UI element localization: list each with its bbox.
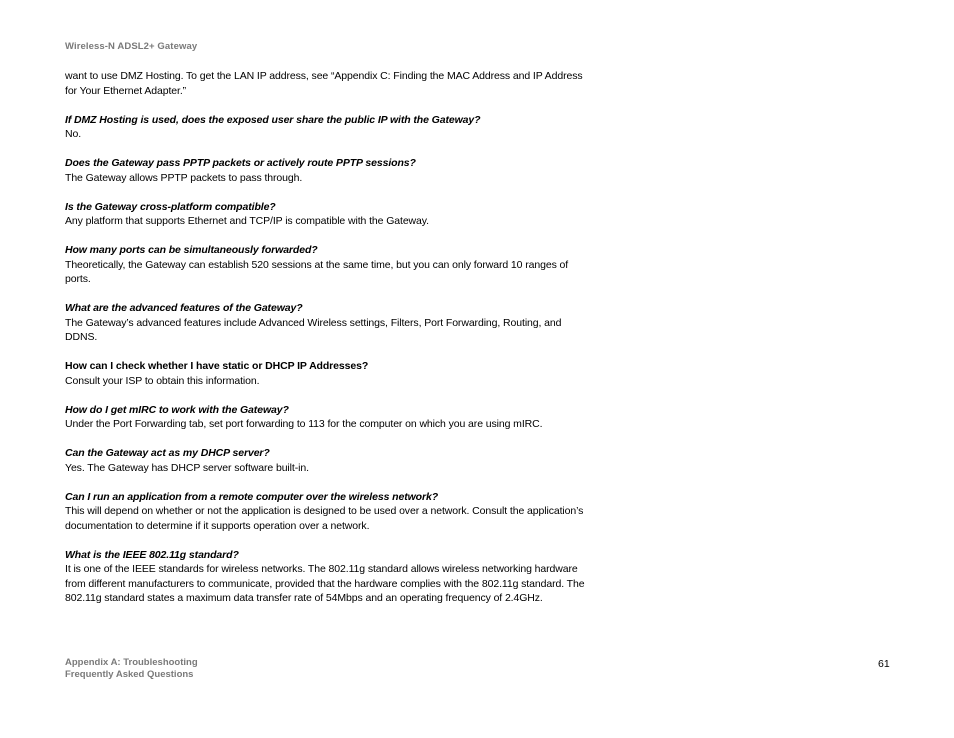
faq-item-ieee-80211g xyxy=(65,548,593,606)
faq-answer: It is one of the IEEE standards for wireless networks. The 802.11g standard allows wireless networking hardware from different manufacturers to communicate, provided that the hardware complies with the 802.11g standard. The 802.11g standard states a maximum data transfer rate of 54Mbps and an operating frequency of 2.4GHz. xyxy=(65,563,585,604)
faq-question: Does the Gateway pass PPTP packets or actively route PPTP sessions? xyxy=(65,157,416,169)
footer-subsection-title: Frequently Asked Questions xyxy=(65,669,194,680)
faq-answer: Yes. The Gateway has DHCP server software built-in. xyxy=(65,461,309,474)
faq-answer: The Gateway’s advanced features include Advanced Wireless settings, Filters, Port Forwarding, Routing, and DDNS. xyxy=(65,316,562,343)
footer-section-title: Appendix A: Troubleshooting xyxy=(65,657,198,668)
faq-item-advanced-features xyxy=(65,301,593,345)
faq-item-cross-platform xyxy=(65,200,593,229)
faq-item-ports-forwarded xyxy=(65,243,593,287)
faq-item-dmz-public-ip xyxy=(65,113,593,142)
faq-answer: Consult your ISP to obtain this information. xyxy=(65,374,260,387)
faq-item-mirc xyxy=(65,403,593,432)
document-body xyxy=(65,69,593,620)
faq-question: What are the advanced features of the Gateway? xyxy=(65,302,303,314)
page-number: 61 xyxy=(878,658,890,670)
faq-answer: This will depend on whether or not the application is designed to be used over a network. Consult the application’s documentation to determine if it supports operation over a network. xyxy=(65,505,584,532)
faq-answer: Any platform that supports Ethernet and TCP/IP is compatible with the Gateway. xyxy=(65,215,429,227)
faq-answer: The Gateway allows PPTP packets to pass through. xyxy=(65,171,303,184)
faq-question: How many ports can be simultaneously forwarded? xyxy=(65,244,318,256)
intro-paragraph: want to use DMZ Hosting. To get the LAN IP address, see “Appendix C: Finding the MAC Address and IP Address for Your Ethernet Adapter.” xyxy=(65,70,583,97)
faq-question: Can the Gateway act as my DHCP server? xyxy=(65,447,270,459)
faq-answer: No. xyxy=(65,128,82,140)
faq-question: How can I check whether I have static or DHCP IP Addresses? xyxy=(65,360,369,372)
faq-item-remote-application xyxy=(65,490,593,534)
page-footer xyxy=(65,657,198,681)
faq-answer: Theoretically, the Gateway can establish 520 sessions at the same time, but you can only forward 10 ranges of ports. xyxy=(65,258,569,285)
faq-question: What is the IEEE 802.11g standard? xyxy=(65,548,239,561)
faq-item-dhcp-server xyxy=(65,446,593,475)
faq-question: How do I get mIRC to work with the Gateway? xyxy=(65,403,289,416)
page-header-title: Wireless-N ADSL2+ Gateway xyxy=(65,41,198,52)
faq-question: Can I run an application from a remote computer over the wireless network? xyxy=(65,490,439,503)
faq-item-static-dhcp xyxy=(65,359,593,388)
faq-question: If DMZ Hosting is used, does the exposed user share the public IP with the Gateway? xyxy=(65,113,481,126)
faq-question: Is the Gateway cross-platform compatible? xyxy=(65,200,276,213)
faq-item-pptp xyxy=(65,156,593,185)
faq-answer: Under the Port Forwarding tab, set port forwarding to 113 for the computer on which you are using mIRC. xyxy=(65,418,543,430)
